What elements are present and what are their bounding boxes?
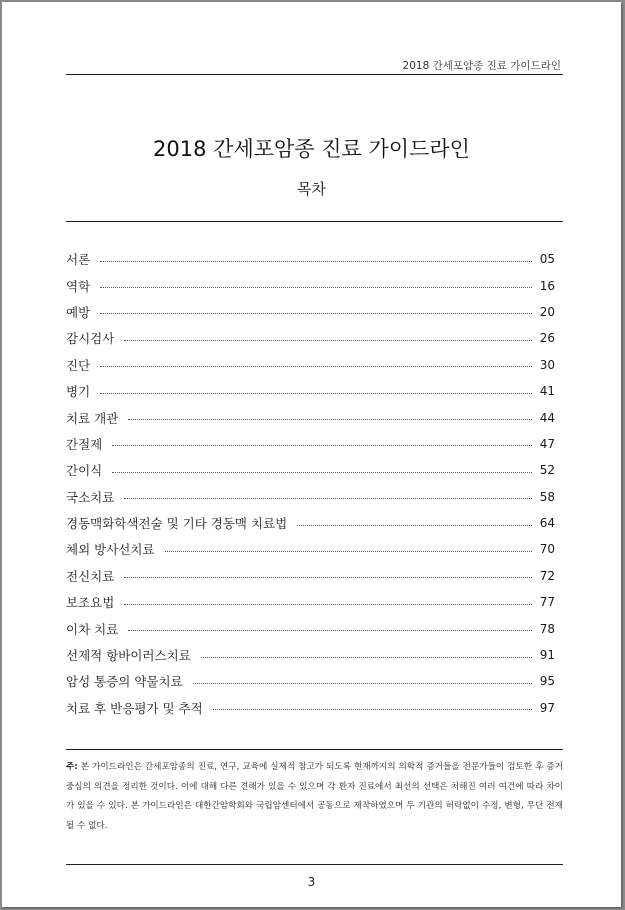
toc-entry-page: 16 xyxy=(539,278,555,293)
toc-dot-leader xyxy=(193,683,532,684)
header-rule xyxy=(66,74,563,75)
toc-entry[interactable] xyxy=(66,325,555,351)
toc-entry-label: 간절제 xyxy=(66,436,103,452)
toc-entry-label: 감시검사 xyxy=(66,331,115,347)
toc-entry-page: 44 xyxy=(539,410,555,425)
toc-entry[interactable] xyxy=(66,299,555,325)
toc-entry-page: 05 xyxy=(539,252,555,267)
toc-dot-leader xyxy=(100,313,532,314)
toc-entry-page: 58 xyxy=(539,489,555,504)
toc-entry[interactable] xyxy=(66,484,555,510)
toc-entry[interactable] xyxy=(66,563,555,589)
toc-entry-label: 진단 xyxy=(66,357,91,373)
toc-dot-leader xyxy=(124,577,531,578)
table-of-contents xyxy=(66,246,555,721)
toc-entry[interactable] xyxy=(66,510,555,536)
note-text: 본 가이드라인은 간세포암종의 진료, 연구, 교육에 실제적 참고가 되도록 현재까지의 의학적 증거들을 전문가들이 검토한 후 증거중심의 의견을 정리한 것이다. 이에 대해 다른 견해가 있을 수 있으며 각 환자 진료에서 최선의 선택은 처해진 여러 여건에 따라 차이가 있을 수 있다. 본 가이드라인은 대한간암학회와 국립암센터에서 공동으로 제작하였으며 두 기관의 허락없이 수정, 변형, 무단 전재될 수 없다. xyxy=(66,762,563,831)
toc-entry-label: 국소치료 xyxy=(66,489,115,505)
toc-entry-label: 암성 통증의 약물치료 xyxy=(66,674,183,690)
toc-entry[interactable] xyxy=(66,246,555,272)
toc-entry-page: 20 xyxy=(539,304,555,319)
toc-entry-label: 서론 xyxy=(66,252,91,268)
toc-entry-page: 77 xyxy=(539,595,555,610)
toc-entry-page: 95 xyxy=(539,674,555,689)
toc-dot-leader xyxy=(100,366,532,367)
toc-entry-label: 체외 방사선치료 xyxy=(66,542,155,558)
footer-rule xyxy=(66,864,563,865)
toc-dot-leader xyxy=(201,657,532,658)
toc-dot-leader xyxy=(165,551,532,552)
toc-entry[interactable] xyxy=(66,272,555,298)
running-header: 2018 간세포암종 진료 가이드라인 xyxy=(402,60,561,72)
toc-entry[interactable] xyxy=(66,668,555,694)
toc-entry-page: 70 xyxy=(539,542,555,557)
toc-entry-page: 78 xyxy=(539,621,555,636)
page-subtitle: 목차 xyxy=(297,180,326,198)
toc-entry-label: 전신치료 xyxy=(66,568,115,584)
toc-entry-page: 30 xyxy=(539,357,555,372)
toc-entry-page: 26 xyxy=(539,331,555,346)
toc-entry[interactable] xyxy=(66,431,555,457)
toc-dot-leader xyxy=(112,472,531,473)
toc-entry[interactable] xyxy=(66,695,555,721)
toc-dot-leader xyxy=(124,340,531,341)
page-number: 3 xyxy=(307,875,316,889)
page-title: 2018 간세포암종 진료 가이드라인 xyxy=(153,137,470,161)
toc-entry-label: 예방 xyxy=(66,304,91,320)
toc-dot-leader xyxy=(112,445,531,446)
disclaimer-note xyxy=(66,758,563,836)
toc-entry-page: 52 xyxy=(539,463,555,478)
toc-dot-leader xyxy=(100,261,532,262)
toc-entry-page: 64 xyxy=(539,516,555,531)
toc-entry[interactable] xyxy=(66,457,555,483)
toc-entry-page: 97 xyxy=(539,700,555,715)
toc-entry-page: 91 xyxy=(539,648,555,663)
toc-entry-label: 간이식 xyxy=(66,463,103,479)
toc-entry[interactable] xyxy=(66,352,555,378)
toc-entry-page: 41 xyxy=(539,384,555,399)
toc-dot-leader xyxy=(100,393,532,394)
toc-dot-leader xyxy=(124,498,531,499)
toc-entry-page: 47 xyxy=(539,436,555,451)
toc-entry[interactable] xyxy=(66,589,555,615)
toc-dot-leader xyxy=(213,709,532,710)
toc-entry[interactable] xyxy=(66,536,555,562)
note-prefix: 주: xyxy=(66,762,78,772)
toc-entry[interactable] xyxy=(66,642,555,668)
toc-dot-leader xyxy=(128,630,531,631)
toc-entry[interactable] xyxy=(66,615,555,641)
title-rule xyxy=(66,221,563,222)
toc-entry-page: 72 xyxy=(539,568,555,583)
toc-dot-leader xyxy=(100,287,532,288)
toc-entry[interactable] xyxy=(66,378,555,404)
toc-entry-label: 치료 개관 xyxy=(66,410,119,426)
toc-dot-leader xyxy=(124,604,531,605)
document-page xyxy=(2,2,621,907)
note-rule xyxy=(66,749,563,750)
toc-entry-label: 역학 xyxy=(66,278,91,294)
toc-entry-label: 이차 치료 xyxy=(66,621,119,637)
toc-entry-label: 병기 xyxy=(66,384,91,400)
toc-dot-leader xyxy=(128,419,531,420)
toc-entry-label: 보조요법 xyxy=(66,595,115,611)
toc-dot-leader xyxy=(297,525,532,526)
toc-entry-label: 경동맥화학색전술 및 기타 경동맥 치료법 xyxy=(66,516,288,532)
toc-entry-label: 선제적 항바이러스치료 xyxy=(66,648,191,664)
toc-entry-label: 치료 후 반응평가 및 추적 xyxy=(66,700,203,716)
toc-entry[interactable] xyxy=(66,404,555,430)
